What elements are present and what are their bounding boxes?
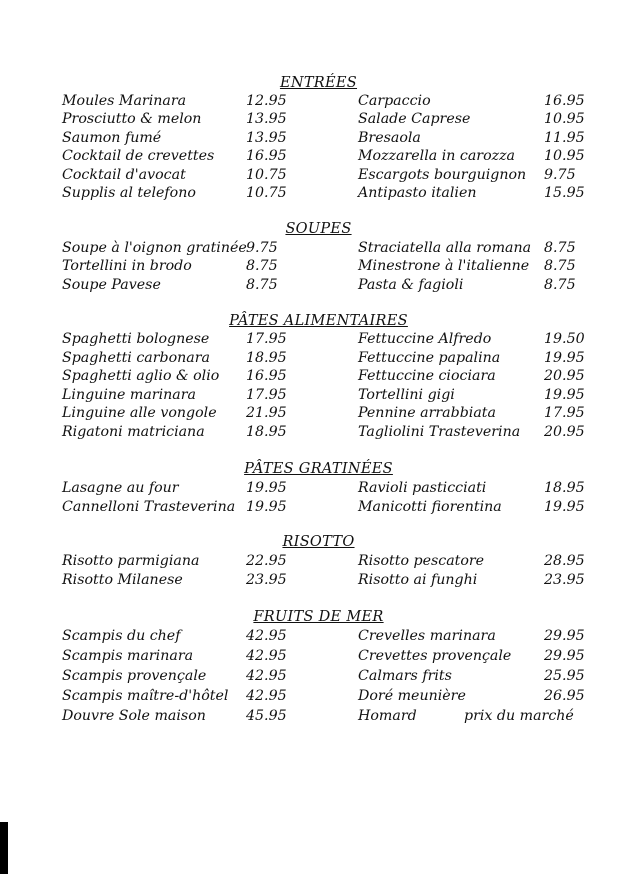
item-price: prix du marché xyxy=(464,708,574,724)
item-price: 12.95 xyxy=(246,93,287,109)
item-price: 8.75 xyxy=(544,258,576,275)
item-price: 8.75 xyxy=(246,258,278,275)
item-name: Fettuccine ciociara xyxy=(358,368,496,385)
item-price: 42.95 xyxy=(246,688,287,704)
item-name: Rigatoni matriciana xyxy=(62,423,205,440)
item-name: Risotto Milanese xyxy=(62,571,183,588)
item-price: 21.95 xyxy=(246,405,287,422)
section-title-entrees: ENTRÉES xyxy=(279,75,358,91)
item-price: 42.95 xyxy=(246,648,287,664)
item-price: 23.95 xyxy=(544,571,585,588)
item-name: Bresaola xyxy=(358,129,421,146)
item-price: 16.95 xyxy=(544,93,585,109)
item-name: Fettuccine papalina xyxy=(358,349,501,366)
item-name: Moules Marinara xyxy=(62,93,187,109)
item-name: Spaghetti aglio & olio xyxy=(62,368,220,385)
item-name: Cocktail d'avocat xyxy=(62,166,186,183)
item-price: 8.75 xyxy=(246,276,278,293)
section-title-risotto: RISOTTO xyxy=(282,534,355,550)
item-price: 9.75 xyxy=(246,240,278,256)
item-name: Risotto parmigiana xyxy=(62,553,200,569)
item-name: Risotto pescatore xyxy=(358,553,485,569)
item-price: 20.95 xyxy=(544,368,585,385)
item-name: Prosciutto & melon xyxy=(62,111,202,128)
item-price: 13.95 xyxy=(246,129,287,146)
item-price: 17.95 xyxy=(246,331,287,347)
item-price: 11.95 xyxy=(544,129,585,146)
item-price: 17.95 xyxy=(544,405,585,422)
item-name: Ravioli pasticciati xyxy=(358,480,487,496)
section-title-soupes: SOUPES xyxy=(285,221,352,237)
item-price: 23.95 xyxy=(246,571,287,588)
item-name: Spaghetti carbonara xyxy=(62,349,210,366)
item-name: Scampis du chef xyxy=(62,628,181,644)
item-price: 9.75 xyxy=(544,166,576,183)
item-price: 18.95 xyxy=(544,480,585,496)
item-price: 19.95 xyxy=(246,480,287,496)
item-name: Homard xyxy=(358,708,417,724)
item-name: Mozzarella in carozza xyxy=(358,148,516,165)
item-name: Spaghetti bolognese xyxy=(62,331,210,347)
item-name: Cocktail de crevettes xyxy=(62,148,215,165)
item-price: 19.95 xyxy=(246,498,287,515)
item-name: Minestrone à l'italienne xyxy=(358,258,530,275)
item-name: Lasagne au four xyxy=(62,480,179,496)
item-name: Manicotti fiorentina xyxy=(358,498,502,515)
item-price: 45.95 xyxy=(246,708,287,724)
item-price: 22.95 xyxy=(246,553,287,569)
item-price: 20.95 xyxy=(544,423,585,440)
item-price: 26.95 xyxy=(544,688,585,704)
item-name: Fettuccine Alfredo xyxy=(358,331,492,347)
item-price: 29.95 xyxy=(544,648,585,664)
item-name: Risotto ai funghi xyxy=(358,571,478,588)
item-price: 16.95 xyxy=(246,368,287,385)
item-name: Scampis marinara xyxy=(62,648,194,664)
item-name: Doré meunière xyxy=(358,688,466,704)
item-name: Linguine alle vongole xyxy=(62,405,217,422)
item-name: Antipasto italien xyxy=(358,184,477,201)
item-name: Saumon fumé xyxy=(62,129,162,146)
item-name: Crevettes provençale xyxy=(358,648,512,664)
section-title-fruits-de-mer: FRUITS DE MER xyxy=(253,609,384,625)
item-price: 15.95 xyxy=(544,184,585,201)
item-price: 42.95 xyxy=(246,628,287,644)
item-price: 19.95 xyxy=(544,349,585,366)
item-price: 10.95 xyxy=(544,148,585,165)
item-name: Calmars frits xyxy=(358,668,452,684)
item-price: 19.95 xyxy=(544,386,585,403)
item-name: Escargots bourguignon xyxy=(358,166,527,183)
item-price: 17.95 xyxy=(246,386,287,403)
item-price: 42.95 xyxy=(246,668,287,684)
item-price: 10.75 xyxy=(246,184,287,201)
item-name: Crevelles marinara xyxy=(358,628,496,644)
item-name: Straciatella alla romana xyxy=(358,240,532,256)
item-name: Salade Caprese xyxy=(358,111,471,128)
item-price: 8.75 xyxy=(544,276,576,293)
item-name: Douvre Sole maison xyxy=(62,708,206,724)
item-name: Soupe à l'oignon gratinée xyxy=(62,240,247,256)
section-title-pates-gratinees: PÂTES GRATINÉES xyxy=(244,461,393,477)
item-name: Tagliolini Trasteverina xyxy=(358,423,521,440)
item-price: 13.95 xyxy=(246,111,287,128)
item-name: Soupe Pavese xyxy=(62,276,161,293)
item-name: Cannelloni Trasteverina xyxy=(62,498,236,515)
item-price: 18.95 xyxy=(246,423,287,440)
section-title-pates-alimentaires: PÂTES ALIMENTAIRES xyxy=(229,313,408,329)
item-name: Supplis al telefono xyxy=(62,184,196,201)
item-price: 18.95 xyxy=(246,349,287,366)
item-name: Scampis provençale xyxy=(62,668,207,684)
item-price: 28.95 xyxy=(544,553,585,569)
item-price: 29.95 xyxy=(544,628,585,644)
item-price: 8.75 xyxy=(544,240,576,256)
item-price: 19.50 xyxy=(544,331,585,347)
item-name: Scampis maître-d'hôtel xyxy=(62,688,229,704)
item-name: Pasta & fagioli xyxy=(358,276,464,293)
item-price: 19.95 xyxy=(544,498,585,515)
item-price: 25.95 xyxy=(544,668,585,684)
item-price: 10.75 xyxy=(246,166,287,183)
item-name: Linguine marinara xyxy=(62,386,196,403)
item-name: Pennine arrabbiata xyxy=(358,405,496,422)
item-name: Tortellini gigi xyxy=(358,386,455,403)
item-price: 10.95 xyxy=(544,111,585,128)
item-name: Tortellini in brodo xyxy=(62,258,192,275)
item-name: Carpaccio xyxy=(358,93,431,109)
scan-edge-shadow xyxy=(0,822,8,874)
item-price: 16.95 xyxy=(246,148,287,165)
